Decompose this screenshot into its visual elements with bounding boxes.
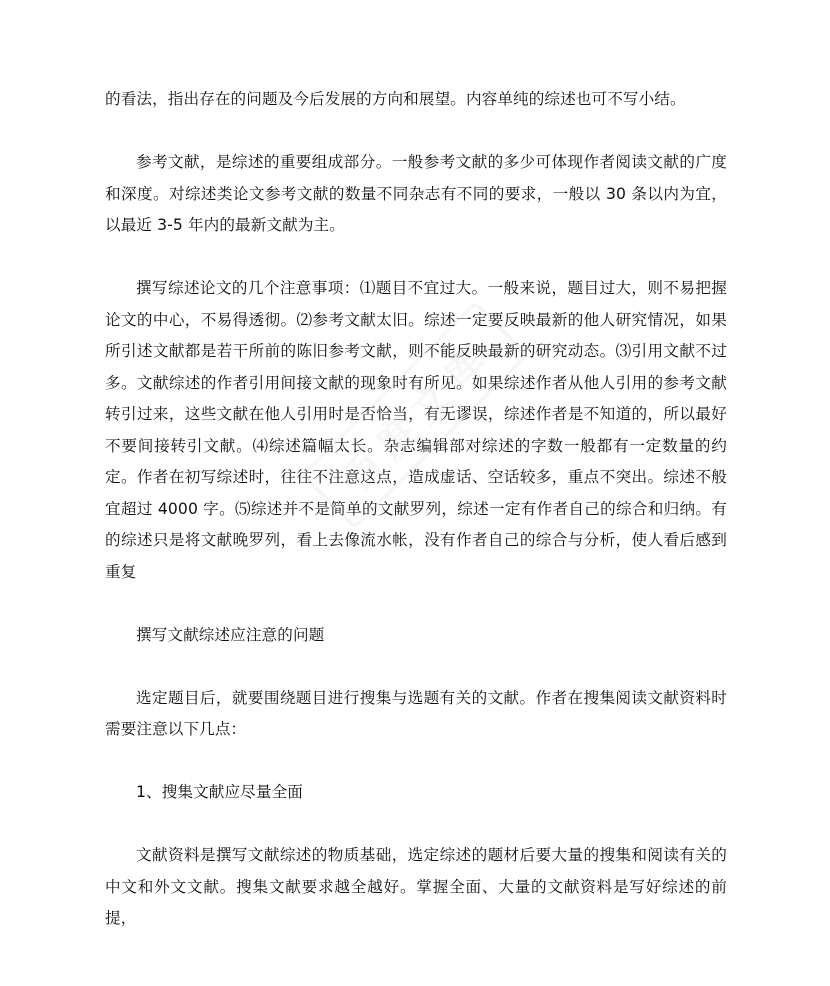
paragraph-gap [105,588,727,620]
paragraph-literature-basis: 文献资料是撰写文献综述的物质基础，选定综述的题材后要大量的搜集和阅读有关的中文和外文文献。搜集文献要求越全越好。掌握全面、大量的文献资料是写好综述的前提， [105,846,727,927]
subheading-collect-literature: 1、搜集文献应尽量全面 [136,783,303,801]
paragraph-writing-notes: 撰写综述论文的几个注意事项：⑴题目不宜过大。一般来说，题目过大，则不易把握论文的中心，不易得透彻。⑵参考文献太旧。综述一定要反映最新的他人研究情况，如果所引述文献都是若干所前的陈旧参考文献，则不能反映最新的研究动态。⑶引用文献不过多。文献综述的作者引用间接文献的现象时有所见。如果综述作者从他人引用的参考文献转引过来，这些文献在他人引用时是否恰当，有无谬误，综述作者是不知道的，所以最好不要间接转引文献。⑷综述篇幅太长。杂志编辑部对综述的字数一般都有一定数量的约定。作者在初写综述时，往往不注意这点，造成虚话、空话较多，重点不突出。综述不般宜超过 4000 字。⑸综述并不是简单的文献罗列，综述一定有作者自己的综合和归纳。有的综述只是将文献晚罗列，看上去像流水帐，没有作者自己的综合与分析，使人看后感到重复 [105,279,727,581]
document-body [105,84,727,935]
watermark-text: 百度文库 [333,333,502,502]
paragraph-intro: 选定题目后，就要围绕题目进行搜集与选题有关的文献。作者在搜集阅读文献资料时需要注意以下几点： [105,688,727,738]
paragraph-gap [105,746,727,778]
paragraph-references: 参考文献，是综述的重要组成部分。一般参考文献的多少可体现作者阅读文献的广度和深度。对综述类论文参考文献的数量不同杂志有不同的要求，一般以 30 条以内为宜，以最近 3-5 年内的最新文献为主。 [105,153,727,234]
section-heading: 撰写文献综述应注意的问题 [136,625,325,644]
paragraph-gap [105,116,727,148]
paragraph-gap [105,809,727,841]
paragraph-conclusion-tail: 的看法，指出存在的问题及今后发展的方向和展望。内容单纯的综述也可不写小结。 [105,90,686,108]
paragraph-gap [105,242,727,274]
paragraph-gap [105,651,727,683]
